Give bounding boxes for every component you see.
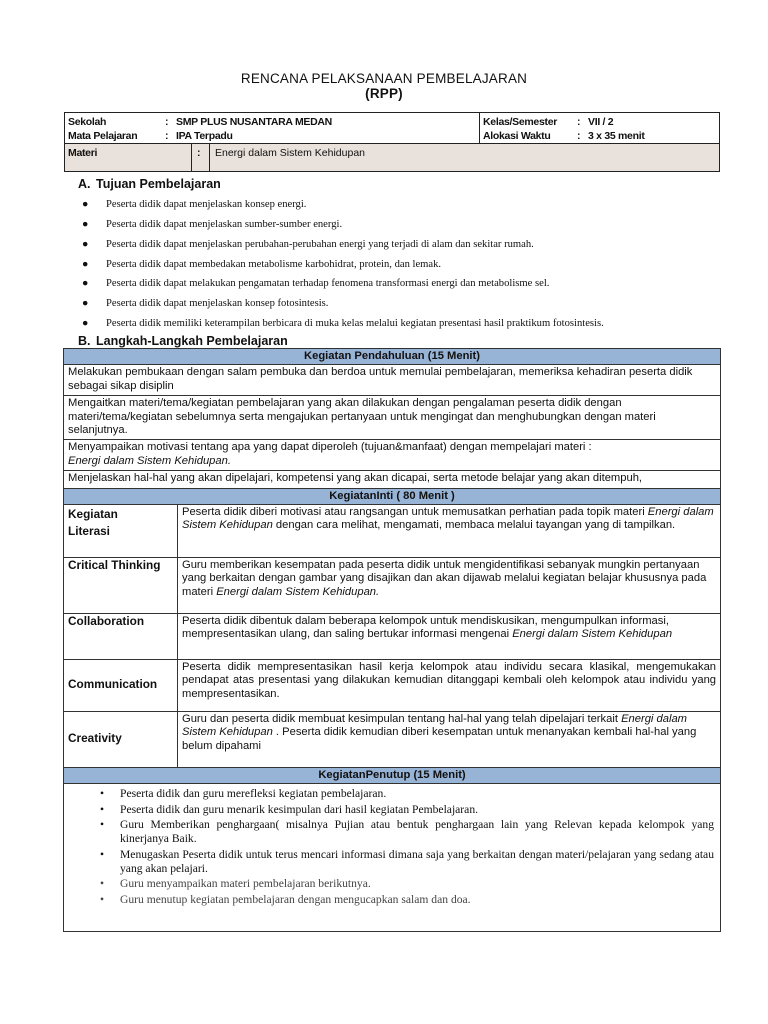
bullet-icon: ● — [82, 259, 89, 270]
objective-text: Peserta didik memiliki keterampilan berbicara di muka kelas melalui kegiatan presentasi hasil praktikum fotosintesis. — [106, 318, 604, 329]
section-a-title: Tujuan Pembelajaran — [96, 177, 221, 191]
list-item — [64, 893, 714, 907]
collaboration-topic: Energi dalam Sistem Kehidupan — [512, 628, 673, 641]
list-item — [64, 818, 714, 846]
critical-thinking-description — [178, 558, 721, 614]
time-allocation-value: 3 x 35 menit — [588, 130, 645, 142]
creativity-label: Creativity — [64, 712, 178, 768]
bullet-icon: ● — [82, 318, 89, 329]
objective-text: Peserta didik dapat menjelaskan konsep energi. — [106, 199, 307, 210]
list-item — [64, 803, 714, 817]
opening-step-text: Menyampaikan motivasi tentang apa yang dapat diperoleh (tujuan&manfaat) dengan mempelajari materi : — [68, 441, 592, 454]
school-label: Sekolah — [68, 116, 107, 128]
list-item — [64, 877, 714, 891]
opening-step — [64, 440, 721, 471]
literacy-text: dengan cara melihat, mengamati, membaca melalui tayangan yang di tampilkan. — [272, 519, 676, 532]
bullet-icon: • — [100, 847, 105, 861]
list-item — [64, 848, 714, 876]
creativity-description — [178, 712, 721, 768]
critical-thinking-label: Critical Thinking — [64, 558, 178, 614]
column-divider — [479, 113, 480, 144]
bullet-icon: • — [100, 787, 105, 801]
identity-table — [64, 112, 720, 172]
bullet-icon: • — [100, 818, 105, 832]
literacy-label-line: Kegiatan — [68, 507, 118, 522]
materi-label: Materi — [68, 147, 98, 159]
closing-text: Guru menyampaikan materi pembelajaran berikutnya. — [120, 877, 371, 891]
subject-label: Mata Pelajaran — [68, 130, 138, 142]
section-b-title: Langkah-Langkah Pembelajaran — [96, 334, 288, 348]
column-divider — [191, 144, 192, 171]
objective-text: Peserta didik dapat menjelaskan perubahan-perubahan energi yang terjadi di alam dan sekitar rumah. — [106, 239, 534, 250]
list-item — [82, 259, 732, 270]
table-row — [64, 768, 721, 784]
closing-text: Guru Memberikan penghargaan( misalnya Pujian atau bentuk penghargaan lain yang Relevan kepada kelompok yang kinerjanya Baik. — [120, 818, 715, 846]
objective-text: Peserta didik dapat melakukan pengamatan terhadap fenomena transformasi energi dan metabolisme sel. — [106, 278, 550, 289]
table-row — [64, 396, 721, 440]
table-row — [64, 660, 721, 712]
bullet-icon: • — [100, 802, 105, 816]
collaboration-label: Collaboration — [64, 614, 178, 660]
opening-step: Menjelaskan hal-hal yang akan dipelajari, kompetensi yang akan dicapai, serta metode belajar yang akan ditempuh, — [64, 471, 721, 488]
closing-text: Guru menutup kegiatan pembelajaran dengan mengucapkan salam dan doa. — [120, 892, 471, 906]
critical-thinking-text: Guru memberikan kesempatan pada peserta didik untuk mengidentifikasi sebanyak mungkin pertanyaan yang berkaitan dengan gambar yang disajikan dan akan dijawab melalui kegiatan belajar khususnya pada materi — [182, 559, 707, 598]
closing-activities — [64, 784, 721, 932]
activity-table — [63, 348, 721, 932]
table-row — [64, 614, 721, 660]
list-item — [82, 298, 732, 309]
time-allocation-label: Alokasi Waktu — [483, 130, 551, 142]
school-value: SMP PLUS NUSANTARA MEDAN — [176, 116, 332, 128]
bullet-icon: ● — [82, 199, 89, 210]
opening-header: Kegiatan Pendahuluan (15 Menit) — [64, 349, 721, 365]
bullet-icon: ● — [82, 239, 89, 250]
list-item — [64, 787, 714, 801]
table-row — [64, 712, 721, 768]
section-a-heading — [78, 177, 221, 191]
literacy-label — [64, 505, 178, 558]
bullet-icon: ● — [82, 278, 89, 289]
section-b-heading — [78, 334, 288, 348]
school-colon: : — [165, 116, 169, 128]
document-subtitle: (RPP) — [365, 86, 403, 101]
bullet-icon: ● — [82, 219, 89, 230]
bullet-icon: • — [100, 877, 105, 891]
creativity-text: Guru dan peserta didik membuat kesimpulan tentang hal-hal yang telah dipelajari terkait — [182, 713, 622, 726]
collaboration-text: Peserta didik dibentuk dalam beberapa kelompok untuk mendiskusikan, mengumpulkan informasi, mempresentasikan ulang, dan saling bertukar informasi mengenai — [182, 615, 669, 641]
materi-colon: : — [197, 147, 201, 159]
class-semester-colon: : — [577, 116, 581, 128]
class-semester-value: VII / 2 — [588, 116, 614, 128]
critical-thinking-topic: Energi dalam Sistem Kehidupan. — [216, 585, 380, 598]
objective-text: Peserta didik dapat membedakan metabolisme karbohidrat, protein, dan lemak. — [106, 259, 442, 270]
literacy-text: Peserta didik diberi motivasi atau rangsangan untuk memusatkan perhatian pada topik materi — [182, 506, 648, 519]
section-a-letter: A. — [78, 177, 91, 191]
communication-description: Peserta didik mempresentasikan hasil kerja kelompok atau individu secara klasikal, mengemukakan pendapat atas presentasi yang dilakukan kemudian ditanggapi kembali oleh kelompok atau individu yang mempresentasikan. — [178, 660, 721, 712]
document-title: RENCANA PELAKSANAAN PEMBELAJARAN — [240, 71, 528, 86]
communication-label: Communication — [64, 660, 178, 712]
core-header: KegiatanInti ( 80 Menit ) — [64, 488, 721, 504]
objective-text: Peserta didik dapat menjelaskan konsep fotosintesis. — [106, 298, 329, 309]
identity-row-materi — [65, 144, 719, 171]
literacy-description — [178, 505, 721, 558]
list-item — [82, 219, 732, 230]
closing-header: KegiatanPenutup (15 Menit) — [64, 768, 721, 784]
table-row — [64, 349, 721, 365]
table-row — [64, 784, 721, 932]
table-row — [64, 440, 721, 471]
class-semester-label: Kelas/Semester — [483, 116, 558, 128]
table-row — [64, 365, 721, 396]
subject-colon: : — [165, 130, 169, 142]
table-row — [64, 505, 721, 558]
table-row — [64, 488, 721, 504]
section-b-letter: B. — [78, 334, 91, 348]
closing-text: Peserta didik dan guru menarik kesimpulan dari hasil kegiatan Pembelajaran. — [120, 802, 479, 816]
materi-value: Energi dalam Sistem Kehidupan — [215, 147, 366, 159]
opening-step: Melakukan pembukaan dengan salam pembuka dan berdoa untuk memulai pembelajaran, memeriksa kehadiran peserta didik sebagai sikap disiplin — [64, 365, 721, 396]
bullet-icon: ● — [82, 298, 89, 309]
creativity-text: . Peserta didik kemudian diberi kesempatan untuk menanyakan kembali hal-hal yang belum dipahami — [182, 726, 697, 752]
closing-text: Menugaskan Peserta didik untuk terus mencari informasi dimana saja yang berkaitan dengan materi/pelajaran yang sedang atau yang akan pelajari. — [120, 847, 715, 875]
closing-text: Peserta didik dan guru merefleksi kegiatan pembelajaran. — [120, 787, 387, 801]
objective-text: Peserta didik dapat menjelaskan sumber-sumber energi. — [106, 219, 343, 230]
list-item — [82, 278, 732, 289]
bullet-icon: • — [100, 892, 105, 906]
closing-list — [64, 787, 714, 907]
literacy-topic: Energi dalam Sistem Kehidupan — [182, 506, 714, 532]
list-item — [82, 318, 732, 329]
list-item — [82, 239, 732, 250]
opening-step: Mengaitkan materi/tema/kegiatan pembelajaran yang akan dilakukan dengan pengalaman peserta didik dengan materi/tema/kegiatan sebelumnya serta mengajukan pertanyaan untuk mengingat dan menghubungkan dengan materi selanjutnya. — [64, 396, 721, 440]
list-item — [82, 199, 732, 210]
table-row — [64, 558, 721, 614]
literacy-label-line: Literasi — [68, 524, 110, 539]
column-divider — [209, 144, 210, 171]
opening-step-topic: Energi dalam Sistem Kehidupan. — [68, 454, 231, 467]
identity-row-top — [65, 113, 719, 144]
collaboration-description — [178, 614, 721, 660]
subject-value: IPA Terpadu — [176, 130, 233, 142]
table-row — [64, 471, 721, 488]
time-allocation-colon: : — [577, 130, 581, 142]
creativity-topic: Energi dalam Sistem Kehidupan — [182, 713, 687, 739]
